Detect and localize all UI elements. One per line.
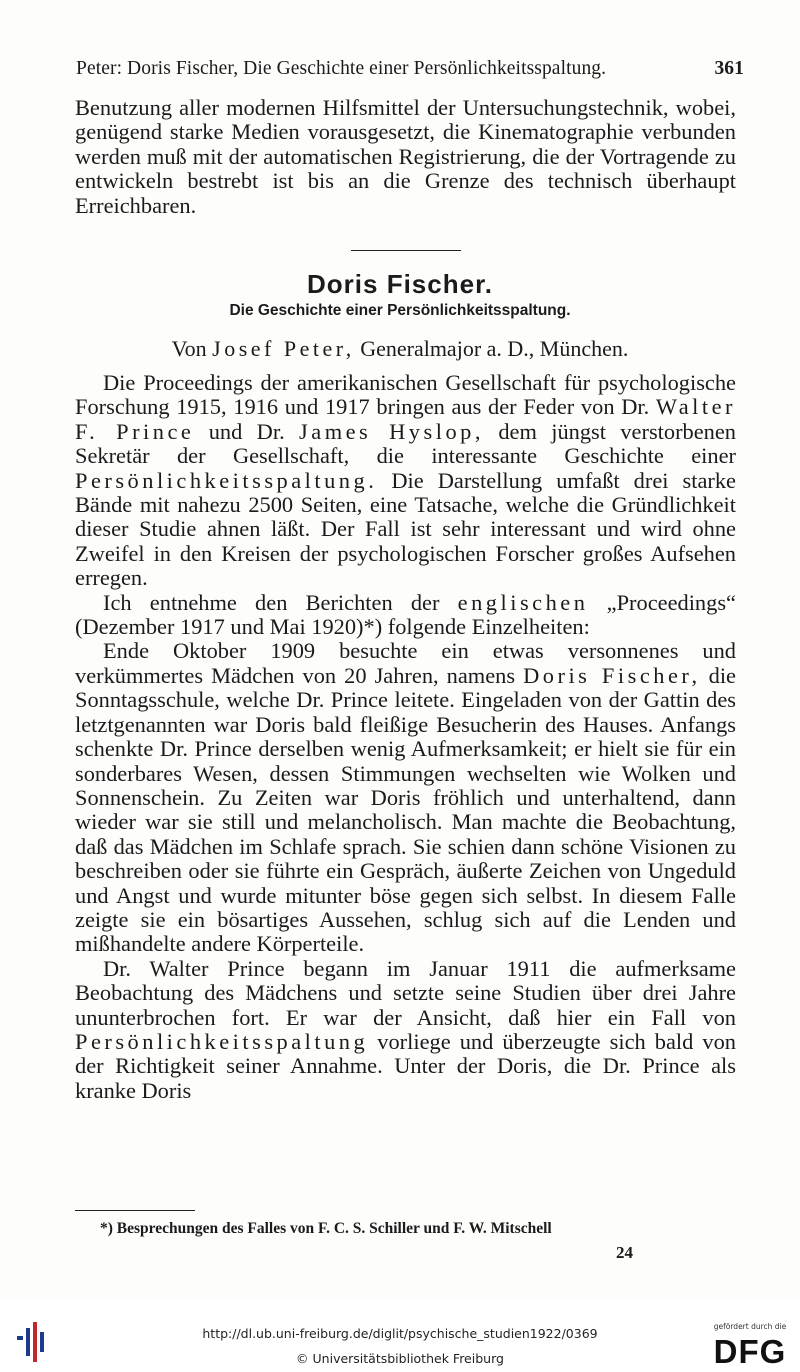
dfg-logo: DFG <box>713 1333 787 1370</box>
article-body <box>75 371 736 1103</box>
p2-text-a: Ich entnehme den Berichten der <box>103 589 440 615</box>
p2-emphasis: englischen <box>457 589 589 615</box>
p4-text-a: Dr. Walter Prince begann im Januar 1911 die aufmerksame Beobachtung des Mädchens und setzte seine Studien über drei Jahre ununterbrochen fort. Er war der Ansicht, daß hier ein Fall von <box>75 955 736 1030</box>
author-suffix: Generalmajor a. D., München. <box>360 336 629 361</box>
article-title: Doris Fischer. <box>307 269 493 299</box>
p1-name-hyslop: James Hyslop, <box>299 418 484 444</box>
p1-emphasis-term: Persönlichkeitsspaltung. <box>75 467 378 493</box>
section-divider <box>351 250 461 251</box>
paragraph-4 <box>75 957 736 1103</box>
p1-name-prince: Walter F. Prince <box>75 394 736 444</box>
paragraph-3 <box>75 639 736 956</box>
article-author <box>0 336 800 362</box>
intro-paragraph <box>75 96 736 218</box>
paragraph-2 <box>75 591 736 640</box>
running-title: Peter: Doris Fischer, Die Geschichte einer Persönlichkeitsspaltung. <box>76 58 607 79</box>
copyright-text: © Universitätsbibliothek Freiburg <box>296 1351 504 1366</box>
signature-mark: 24 <box>616 1243 633 1262</box>
intro-text: Benutzung aller modernen Hilfsmittel der Untersuchungstechnik, wobei, genügend starke Medien vorausgesetzt, die Kinematographie verbunden werden muß mit der automatischen Registrierung, die der Vortragende zu entwickeln bestrebt ist bis an die Grenze des technisch überhaupt Erreichbaren. <box>75 95 736 218</box>
author-prefix: Von <box>171 336 207 361</box>
author-name: Josef Peter, <box>212 336 355 361</box>
paragraph-1 <box>75 371 736 591</box>
footnote: *) Besprechungen des Falles von F. C. S. Schiller und F. W. Mitschell <box>100 1220 552 1237</box>
page-number: 361 <box>714 58 744 79</box>
p1-text-e: dem jüngst verstorbenen Sekretär der Gesellschaft, die interessante Geschichte einer <box>75 418 736 469</box>
p3-text-c: die Sonntagsschule, welche Dr. Prince leitete. Eingeladen von der Gattin des letztgenannten war Doris bald fleißige Besucherin des Hauses. Anfangs schenkte Dr. Prince derselben wenig Aufmerksamkeit; er hielt sie für ein sonderbares Wesen, dessen Stimmungen wechselten wie Wolken und Sonnenschein. Zu Zeiten war Doris fröhlich und unterhaltend, dann wieder war sie still und melancholisch. Man machte die Beobachtung, daß das Mädchen im Schlafe sprach. Sie schien dann schöne Visionen zu beschreiben oder sie führte ein Gespräch, äußerte Zeichen von Ungeduld und Angst und wurde mitunter böse gegen sich selbst. In diesem Falle zeigte sie ein bösartiges Aussehen, schlug sich auf die Lenden und mißhandelte andere Körperteile. <box>75 662 736 957</box>
document-url-link[interactable]: http://dl.ub.uni-freiburg.de/diglit/psychische_studien1922/0369 <box>202 1326 598 1341</box>
running-header <box>76 58 744 80</box>
p4-text-c: vorliege und überzeugte sich bald von der Richtigkeit seiner Annahme. Unter der Doris, die Dr. Prince als kranke Doris <box>75 1028 736 1103</box>
p1-text-g: Die Darstellung umfaßt drei starke Bände mit nahezu 2500 Seiten, eine Tatsache, welche die Gründlichkeit dieser Studie ahnen läßt. Der Fall ist sehr interessant und wird ohne Zweifel in den Kreisen der psychologischen Forscher großes Aufsehen erregen. <box>75 467 736 591</box>
article-subtitle: Die Geschichte einer Persönlichkeitsspaltung. <box>229 302 571 319</box>
footnote-divider <box>75 1210 195 1211</box>
p3-text-a: Ende Oktober 1909 besuchte ein etwas versonnenes und verkümmertes Mädchen von 20 Jahren, namens <box>75 638 736 688</box>
p1-text-a: Die Proceedings der amerikanischen Gesellschaft für psychologische Forschung 1915, 1916 und 1917 bringen aus der Feder von Dr. <box>75 370 736 420</box>
p2-text-c: „Proceedings“ (Dezember 1917 und Mai 1920)*) folgende Einzelheiten: <box>75 589 736 640</box>
dfg-caption: gefördert durch die <box>713 1322 787 1331</box>
p3-name-doris: Doris Fischer, <box>523 662 701 688</box>
p1-text-c: und Dr. <box>208 418 285 444</box>
p4-emphasis-term: Persönlichkeitsspaltung <box>75 1028 369 1054</box>
